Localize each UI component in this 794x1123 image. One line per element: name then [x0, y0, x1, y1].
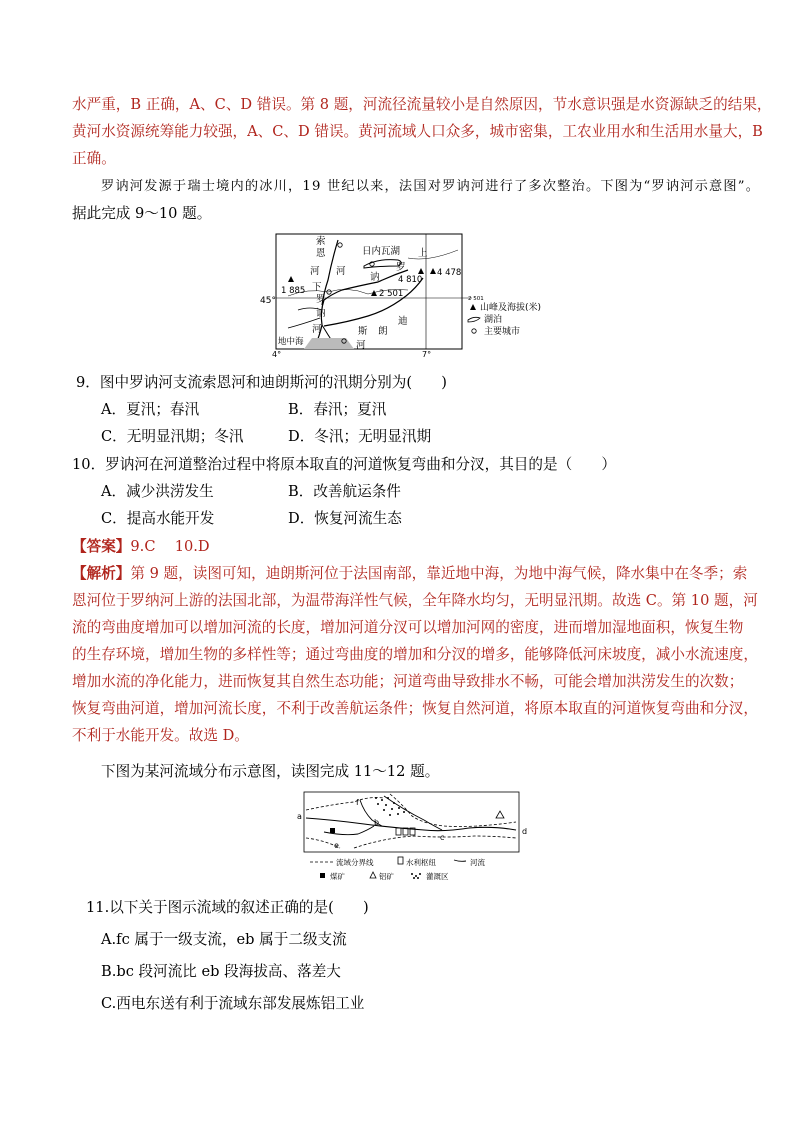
label-luo: 罗 — [316, 294, 326, 305]
legend-lake: 湖泊 — [484, 315, 503, 325]
prev-analysis-line-1: 水严重，B 正确，A、C、D 错误。第 8 题，河流径流量较小是自然原因，节水意识强是水资源缺乏的结果， — [72, 96, 772, 113]
q11-option-b[interactable]: B.bc 段河流比 eb 段海拔高、落差大 — [101, 963, 341, 980]
peak-icon — [418, 268, 424, 274]
legend-boundary: 流域分界线 — [336, 858, 374, 867]
label-luo: 罗 — [396, 262, 406, 273]
peak-4478: 4 478 — [437, 268, 462, 278]
intro1-line-2: 据此完成 9～10 题。 — [72, 205, 212, 222]
legend-peak-icon — [470, 304, 476, 310]
q9-option-b[interactable]: B．春汛；夏汛 — [288, 401, 387, 418]
q11-option-c[interactable]: C.西电东送有利于流域东部发展炼铝工业 — [101, 995, 365, 1012]
legend-lake-icon — [468, 317, 480, 322]
legend-irrigation-icon — [411, 873, 421, 879]
basin-boundary-north — [306, 794, 516, 827]
peak-icon — [430, 268, 436, 274]
rhone-map — [258, 230, 548, 360]
prev-analysis-line-2: 黄河水资源统筹能力较强，A、C、D 错误。黄河流域人口众多，城市密集，工农业用水和生活用水量大，B — [72, 123, 763, 140]
intro2: 下图为某河流域分布示意图，读图完成 11～12 题。 — [101, 763, 440, 780]
coal-mine-icon — [330, 828, 335, 833]
analysis-line-2: 恩河位于罗纳河上游的法国北部，为温带海洋性气候，全年降水均匀，无明显汛期。故选 C。第 10 题，河 — [72, 592, 758, 609]
legend-coal: 煤矿 — [330, 872, 345, 881]
peak-4810: 4 810 — [398, 275, 423, 285]
peak-icon — [288, 276, 294, 282]
point-c: c — [440, 833, 445, 842]
aluminum-mine-icon — [496, 811, 504, 818]
label-lang: 朗 — [378, 326, 388, 337]
point-f: f — [356, 798, 359, 807]
q10-stem: 10．罗讷河在河道整治过程中将原本取直的河道恢复弯曲和分汊，其目的是（ ） — [72, 456, 616, 473]
answer-tag: 【答案】 — [72, 538, 131, 555]
label-shang: 上 — [418, 248, 428, 259]
legend-coal-icon — [320, 873, 325, 878]
main-river — [306, 818, 516, 831]
point-a: a — [297, 812, 302, 821]
border-line-2 — [408, 250, 458, 259]
q9-option-c[interactable]: C．无明显汛期；冬汛 — [101, 428, 244, 445]
mediterranean-sea — [304, 338, 354, 349]
legend-peak: 山峰及海拔(米) — [480, 303, 542, 313]
legend-dam: 水利枢纽 — [406, 858, 436, 867]
answer-line — [72, 537, 210, 557]
q9-stem: 9．图中罗讷河支流索恩河和迪朗斯河的汛期分别为( ) — [76, 374, 447, 391]
label-di: 迪 — [398, 316, 408, 327]
q9-option-a[interactable]: A．夏汛；春汛 — [101, 401, 200, 418]
q10-option-b[interactable]: B．改善航运条件 — [288, 483, 401, 500]
legend-dam-icon — [398, 857, 403, 864]
label-na: 讷 — [370, 272, 380, 283]
city-icon — [338, 243, 342, 247]
legend-city: 主要城市 — [484, 327, 521, 337]
legend-river-icon — [454, 860, 466, 861]
point-e: e — [334, 841, 339, 850]
lat-45-label: 45° — [260, 296, 276, 306]
label-he: 河 — [312, 324, 322, 335]
label-en: 恩 — [316, 248, 326, 259]
label-he: 河 — [310, 266, 320, 277]
label-he: 河 — [356, 340, 366, 351]
analysis-line-3: 流的弯曲度增加可以增加河流的长度，增加河道分汊可以增加河网的密度，进而增加湿地面积，恢复生物 — [72, 619, 744, 636]
label-med-sea: 地中海 — [278, 337, 304, 347]
label-he: 河 — [336, 266, 346, 277]
peak-2501: 2 501 — [379, 289, 404, 299]
analysis-line-6: 恢复弯曲河道，增加河流长度，不利于改善航运条件；恢复自然河道，将原本取直的河道恢复弯曲和分汊， — [72, 700, 758, 717]
lower-rhone — [316, 300, 324, 344]
peak-1885: 1 885 — [281, 286, 306, 296]
lon-7-label: 7° — [422, 350, 432, 359]
legend-irrigation: 灌溉区 — [426, 872, 449, 881]
q10-option-a[interactable]: A．减少洪涝发生 — [101, 483, 214, 500]
label-na: 讷 — [316, 308, 326, 319]
lon-4-label: 4° — [272, 350, 282, 359]
q9-option-d[interactable]: D．冬汛；无明显汛期 — [288, 428, 432, 445]
q11-stem: 11.以下关于图示流域的叙述正确的是( ) — [86, 899, 369, 916]
tributary-c — [384, 796, 442, 830]
analysis-tag: 【解析】 — [72, 565, 131, 582]
legend-aluminum-icon — [370, 872, 376, 878]
q11-option-a[interactable]: A.fc 属于一级支流，eb 属于二级支流 — [101, 931, 347, 948]
label-xia: 下 — [312, 282, 322, 293]
label-lake-geneva: 日内瓦湖 — [362, 246, 401, 257]
label-suo: 索 — [316, 236, 326, 247]
analysis-line-5: 增加水流的净化能力，进而恢复其自然生态功能；河道弯曲导致排水不畅，可能会增加洪涝发生的次数； — [72, 673, 744, 690]
legend-city-icon — [472, 329, 476, 333]
q10-option-c[interactable]: C．提高水能开发 — [101, 510, 215, 527]
point-b: b — [374, 818, 380, 827]
intro1-line-1: 罗讷河发源于瑞士境内的冰川，19 世纪以来，法国对罗讷河进行了多次整治。下图为“罗讷河示意图”。 — [101, 179, 761, 194]
label-si: 斯 — [358, 326, 368, 337]
legend-aluminum: 铝矿 — [379, 872, 394, 881]
analysis-line-7: 不利于水能开发。故选 D。 — [72, 727, 249, 744]
analysis-line-4: 的生存环境，增加生物的多样性等；通过弯曲度的增加和分汊的增多，能够降低河床坡度，减小水流速度， — [72, 646, 758, 663]
legend-river: 河流 — [470, 858, 485, 867]
prev-analysis-line-3: 正确。 — [72, 150, 116, 167]
analysis-text-1: 第 9 题，读图可知，迪朗斯河位于法国南部，靠近地中海，为地中海气候，降水集中在冬季；索 — [130, 565, 748, 582]
point-d: d — [522, 827, 528, 836]
analysis-line-1 — [72, 564, 747, 584]
q10-option-d[interactable]: D．恢复河流生态 — [288, 510, 402, 527]
answer-text: 9.C 10.D — [130, 538, 210, 555]
basin-map — [294, 790, 534, 886]
durance-river — [324, 278, 423, 326]
legend-peak-sample: 2 501 — [468, 296, 484, 302]
